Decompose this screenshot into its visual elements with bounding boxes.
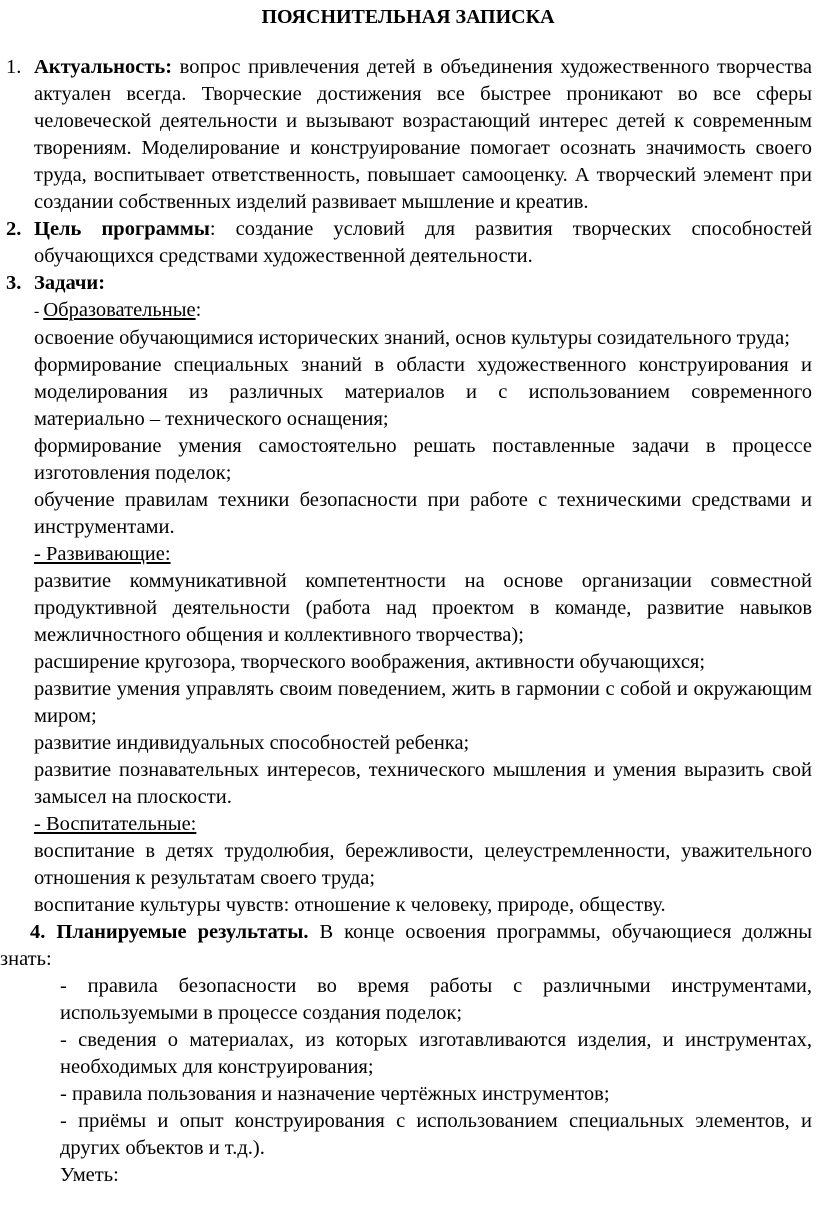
- task-item: воспитание в детях трудолюбия, бережливости, целеустремленности, уважительного отношения к результатам своего труда;: [34, 840, 812, 889]
- section-number: 3.: [6, 272, 22, 294]
- section-heading: Актуальность:: [34, 56, 173, 78]
- section-heading: Задачи:: [34, 272, 106, 294]
- section-number: 1.: [6, 56, 22, 78]
- task-item: развитие умения управлять своим поведением, жить в гармонии с собой и окружающим миром;: [34, 678, 812, 727]
- task-item: расширение кругозора, творческого воображения, активности обучающихся;: [34, 651, 706, 673]
- section-relevance: [0, 54, 812, 216]
- section-text: В конце освоения программы, обучающиеся должны знать:: [0, 921, 813, 970]
- subheading-label: Образовательные: [43, 299, 196, 321]
- skills-heading: Уметь:: [60, 1164, 119, 1186]
- task-item: освоение обучающимися исторических знаний, основ культуры созидательного труда;: [34, 327, 790, 349]
- task-item: формирование умения самостоятельно решать поставленные задачи в процессе изготовления поделок;: [34, 435, 812, 484]
- subheading-educational: [0, 297, 812, 325]
- task-item: развитие индивидуальных способностей ребенка;: [34, 732, 470, 754]
- task-item: обучение правилам техники безопасности при работе с техническими средствами и инструментами.: [34, 489, 812, 538]
- section-heading: Планируемые результаты.: [56, 921, 309, 943]
- section-results: [0, 919, 812, 973]
- section-number: 2.: [6, 218, 22, 240]
- result-item: - сведения о материалах, из которых изготавливаются изделия, и инструментах, необходимых для конструирования;: [60, 1029, 812, 1078]
- section-goal: [0, 216, 812, 270]
- section-text: вопрос привлечения детей в объединения художественного творчества актуален всегда. Творческие достижения все быстрее проникают во все сферы человеческой деятельности и вызывают возрастающий интерес детей к современным творениям. Моделирование и конструирование помогает осознать значимость своего труда, воспитывает ответственность, повышает самооценку. А творческий элемент при создании собственных изделий развивает мышление и креатив.: [34, 56, 812, 213]
- result-item: - правила безопасности во время работы с различными инструментами, используемыми в процессе создания поделок;: [60, 975, 812, 1024]
- subheading-colon: :: [195, 299, 202, 321]
- document-body: [0, 54, 812, 1189]
- subheading-upbringing: [0, 811, 812, 838]
- section-tasks: [0, 270, 812, 297]
- subheading-label: - Развивающие:: [34, 543, 171, 565]
- task-item: формирование специальных знаний в области художественного конструирования и моделирования из различных материалов и с использованием современного материально – технического оснащения;: [34, 354, 812, 430]
- task-item: развитие познавательных интересов, технического мышления и умения выразить свой замысел на плоскости.: [34, 759, 812, 808]
- result-item: - правила пользования и назначение чертёжных инструментов;: [60, 1083, 610, 1105]
- subheading-developing: [0, 541, 812, 568]
- section-heading: Цель программы: [34, 218, 210, 240]
- task-item: развитие коммуникативной компетентности на основе организации совместной продуктивной деятельности (работа над проектом в команде, развитие навыков межличностного общения и коллективного творчества);: [34, 570, 812, 646]
- section-text: : создание условий для развития творческих способностей обучающихся средствами художественной деятельности.: [34, 218, 812, 267]
- task-item: воспитание культуры чувств: отношение к человеку, природе, обществу.: [34, 894, 666, 916]
- subheading-label: - Воспитательные:: [34, 813, 197, 835]
- subheading-dash: -: [34, 303, 44, 320]
- document-title: ПОЯСНИТЕЛЬНАЯ ЗАПИСКА: [261, 6, 555, 28]
- result-item: - приёмы и опыт конструирования с использованием специальных элементов, и других объектов и т.д.).: [60, 1110, 812, 1159]
- section-number: 4.: [30, 921, 46, 943]
